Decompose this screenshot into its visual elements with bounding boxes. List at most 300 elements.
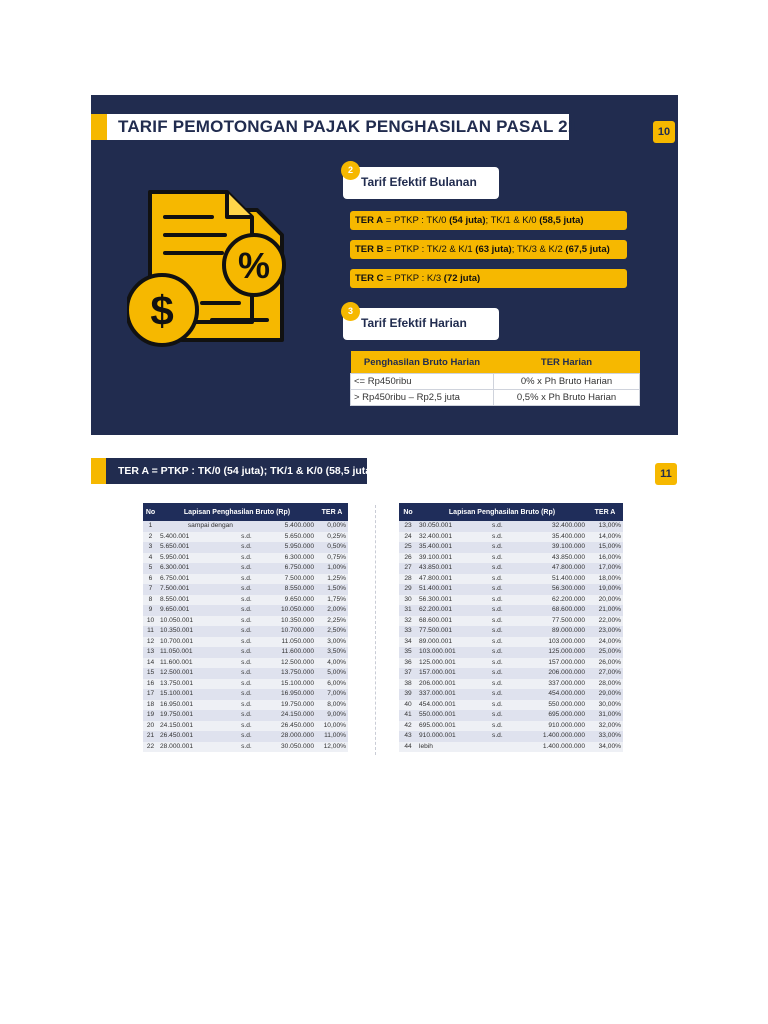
table-cell: 77.500.000 [510,616,587,627]
section-label: Tarif Efektif Bulanan [361,175,477,189]
table-cell: 6,00% [316,679,348,690]
ter-value: (58,5 juta) [539,215,584,226]
table-cell: 11 [143,626,158,637]
table-cell: 18,00% [587,574,623,585]
table-cell: 7,00% [316,689,348,700]
table-cell: 30 [399,595,417,606]
table-cell: 15,00% [587,542,623,553]
table-cell: 18 [143,700,158,711]
table-cell: 5 [143,563,158,574]
table-row [143,700,348,711]
header-lapisan: Lapisan Penghasilan Bruto (Rp) [417,503,587,521]
table-cell: 35.400.001 [417,542,485,553]
table-cell: 12,00% [316,742,348,753]
table-cell: 7 [143,584,158,595]
table-row [143,731,348,742]
table-cell: 5.650.000 [258,532,316,543]
table-cell: 56.300.000 [510,584,587,595]
table-cell: 20,00% [587,595,623,606]
table-cell: 9 [143,605,158,616]
table-cell: 2 [143,532,158,543]
table-cell: s.d. [485,710,510,721]
table-cell: 5.950.001 [158,553,235,564]
table-cell: 5.400.000 [258,521,316,532]
table-cell: 19.750.001 [158,710,235,721]
table-row [143,721,348,732]
table-cell: 37 [399,668,417,679]
slide-title: TER A = PTKP : TK/0 (54 juta); TK/1 & K/0 (58,5 juta) [118,465,375,477]
header-ter: TER A [587,503,623,521]
title-box [107,114,578,140]
table-cell: 27,00% [587,668,623,679]
table-cell: 14,00% [587,532,623,543]
ter-text: = PTKP : TK/0 [383,215,450,226]
table-row [143,542,348,553]
table-cell: s.d. [485,668,510,679]
table-cell: 35 [399,647,417,658]
table-cell: 51.400.001 [417,584,485,595]
table-cell: s.d. [485,521,510,532]
table-cell: 19,00% [587,584,623,595]
table-cell: 19 [143,710,158,721]
table-cell: 62.200.001 [417,605,485,616]
table-row [399,532,623,543]
table-cell: 42 [399,721,417,732]
header-no: No [399,503,417,521]
slide-title-bar [91,114,578,140]
table-cell: 0,25% [316,532,348,543]
table-row [143,689,348,700]
slide-title: TARIF PEMOTONGAN PAJAK PENGHASILAN PASAL 21 [118,117,578,136]
table-cell: 12 [143,637,158,648]
table-cell: 125.000.000 [510,647,587,658]
table-cell: 41 [399,710,417,721]
table-cell: 1.400.000.000 [510,731,587,742]
ter-label: TER A [355,215,384,226]
table-cell: 17 [143,689,158,700]
column-divider [375,505,377,755]
table-cell: 13 [143,647,158,658]
table-cell: 29 [399,584,417,595]
table-cell: 2,00% [316,605,348,616]
table-cell [485,742,510,753]
table-row [143,595,348,606]
table-cell: 8 [143,595,158,606]
table-cell: 125.000.001 [417,658,485,669]
table-cell: 0,5% x Ph Bruto Harian [494,390,640,406]
table-cell: 10.700.000 [258,626,316,637]
table-cell: 25,00% [587,647,623,658]
table-cell: 39.100.001 [417,553,485,564]
table-cell: 454.000.001 [417,700,485,711]
table-row [399,710,623,721]
table-cell: 3 [143,542,158,553]
table-cell: 20 [143,721,158,732]
table-cell: 24,00% [587,637,623,648]
table-row [143,616,348,627]
tax-document-icon [127,190,302,355]
table-cell: 0,50% [316,542,348,553]
table-cell: 39.100.000 [510,542,587,553]
ter-text: = PTKP : TK/2 & K/1 [383,244,476,255]
table-cell: 11.050.000 [258,637,316,648]
table-cell: 68.600.001 [417,616,485,627]
table-cell: s.d. [235,700,258,711]
table-cell: s.d. [485,553,510,564]
table-cell: 43.850.000 [510,553,587,564]
table-cell: s.d. [235,710,258,721]
table-cell: 35.400.000 [510,532,587,543]
table-cell: 51.400.000 [510,574,587,585]
title-accent [91,114,107,140]
table-cell: s.d. [235,731,258,742]
table-cell: 1.400.000.000 [510,742,587,753]
table-cell: 157.000.001 [417,668,485,679]
table-cell: 0,75% [316,553,348,564]
table-cell: 2,25% [316,616,348,627]
table-cell: 10.050.001 [158,616,235,627]
table-cell: 11.600.001 [158,658,235,669]
ter-value: (63 juta) [475,244,512,255]
table-cell: 31 [399,605,417,616]
ter-a-table-left [143,503,348,752]
table-row [399,668,623,679]
table-row [399,616,623,627]
table-cell: 23,00% [587,626,623,637]
table-cell: 9,00% [316,710,348,721]
table-cell: 32.400.001 [417,532,485,543]
table-cell: 39 [399,689,417,700]
table-cell: 15.100.001 [158,689,235,700]
table-row [143,647,348,658]
table-cell: s.d. [485,616,510,627]
table-cell: s.d. [485,689,510,700]
table-cell: 0% x Ph Bruto Harian [494,374,640,390]
table-cell: 5.400.001 [158,532,235,543]
table-cell: 6.750.001 [158,574,235,585]
table-cell: 21 [143,731,158,742]
page-number: 10 [653,121,675,143]
table-cell: 550.000.000 [510,700,587,711]
table-cell: 13.750.001 [158,679,235,690]
table-cell: 43.850.001 [417,563,485,574]
table-cell: 47.800.000 [510,563,587,574]
section-tarif-bulanan [343,167,499,199]
table-header: TER Harian [494,351,640,374]
table-cell: 23 [399,521,417,532]
table-cell: 32 [399,616,417,627]
table-cell: s.d. [235,542,258,553]
table-cell: s.d. [485,595,510,606]
table-cell: s.d. [235,658,258,669]
table-cell: 44 [399,742,417,753]
table-cell: 16 [143,679,158,690]
ter-text: = PTKP : K/3 [383,273,444,284]
table-cell: sampai dengan [158,521,235,532]
table-cell: 5,00% [316,668,348,679]
table-cell: 26.450.000 [258,721,316,732]
table-cell: 16.950.001 [158,700,235,711]
table-row [399,584,623,595]
table-row [399,574,623,585]
table-cell: s.d. [235,563,258,574]
section-label: Tarif Efektif Harian [361,316,467,330]
table-header: Penghasilan Bruto Harian [351,351,494,374]
table-cell: 910.000.001 [417,731,485,742]
table-row [399,679,623,690]
table-cell: s.d. [485,700,510,711]
table-cell: 7.500.000 [258,574,316,585]
table-cell: 12.500.001 [158,668,235,679]
table-row [351,374,640,390]
table-cell: 30.050.001 [417,521,485,532]
table-cell: 1,50% [316,584,348,595]
table-cell: 7.500.001 [158,584,235,595]
table-cell: 4 [143,553,158,564]
table-cell: s.d. [485,626,510,637]
table-cell: > Rp450ribu – Rp2,5 juta [351,390,494,406]
table-row [399,563,623,574]
table-row [143,658,348,669]
table-cell: 26,00% [587,658,623,669]
ter-a-row [350,211,627,230]
table-cell: 15 [143,668,158,679]
table-cell: 19.750.000 [258,700,316,711]
table-cell: 33 [399,626,417,637]
table-cell: 3,00% [316,637,348,648]
table-cell: s.d. [485,637,510,648]
table-cell: s.d. [235,668,258,679]
table-row [143,574,348,585]
table-cell: 6.750.000 [258,563,316,574]
table-cell: 77.500.001 [417,626,485,637]
table-cell: 10.350.000 [258,616,316,627]
table-cell: 13,00% [587,521,623,532]
table-cell: 1,00% [316,563,348,574]
table-row [143,710,348,721]
table-cell: 206.000.001 [417,679,485,690]
table-cell: s.d. [485,679,510,690]
table-cell: 36 [399,658,417,669]
svg-text:%: % [237,245,271,286]
slide-ter-a-table [91,455,678,775]
table-cell: 9.650.001 [158,605,235,616]
table-cell: 22,00% [587,616,623,627]
table-cell: 38 [399,679,417,690]
table-cell: 206.000.000 [510,668,587,679]
table-cell: 68.600.000 [510,605,587,616]
table-row [143,679,348,690]
table-cell: 10.700.001 [158,637,235,648]
ter-value: (54 juta) [449,215,486,226]
table-cell: 30.050.000 [258,742,316,753]
table-cell: 1,75% [316,595,348,606]
ter-a-table-right [399,503,623,752]
table-cell: 10 [143,616,158,627]
table-cell: 62.200.000 [510,595,587,606]
table-cell: 28.000.000 [258,731,316,742]
table-cell: 6 [143,574,158,585]
table-cell: 1,25% [316,574,348,585]
table-cell: s.d. [235,742,258,753]
table-row [399,626,623,637]
table-cell: s.d. [485,574,510,585]
table-cell: 10.350.001 [158,626,235,637]
table-cell: s.d. [485,532,510,543]
table-row [399,637,623,648]
title-box [106,458,375,484]
section-tarif-harian [343,308,499,340]
table-cell: s.d. [485,658,510,669]
svg-text:$: $ [150,287,174,334]
ter-harian-table [350,351,640,406]
header-lapisan: Lapisan Penghasilan Bruto (Rp) [158,503,316,521]
table-cell: s.d. [235,689,258,700]
table-cell: 24.150.001 [158,721,235,732]
table-cell: 8,00% [316,700,348,711]
table-cell: 103.000.000 [510,637,587,648]
table-row [399,658,623,669]
table-cell: s.d. [485,563,510,574]
table-cell: s.d. [235,679,258,690]
table-cell: 910.000.000 [510,721,587,732]
ter-label: TER C [355,273,384,284]
table-cell: 3,50% [316,647,348,658]
table-cell: 22 [143,742,158,753]
table-cell: 12.500.000 [258,658,316,669]
header-no: No [143,503,158,521]
table-cell: s.d. [485,605,510,616]
slide-tarif-pph21 [91,95,678,435]
step-number-3: 3 [341,302,360,321]
table-cell: 56.300.001 [417,595,485,606]
table-cell: 21,00% [587,605,623,616]
table-cell: 337.000.000 [510,679,587,690]
table-row [143,626,348,637]
table-cell: 31,00% [587,710,623,721]
table-cell: 16,00% [587,553,623,564]
table-cell: 47.800.001 [417,574,485,585]
ter-value: (72 juta) [443,273,481,284]
table-cell: 103.000.001 [417,647,485,658]
table-cell: 26.450.001 [158,731,235,742]
table-cell: s.d. [485,721,510,732]
table-row [399,553,623,564]
table-row [143,742,348,753]
table-cell: 6.300.000 [258,553,316,564]
table-cell: 550.000.001 [417,710,485,721]
table-cell: s.d. [235,532,258,543]
table-row [399,605,623,616]
table-cell: 695.000.001 [417,721,485,732]
table-cell: 26 [399,553,417,564]
table-cell: 0,00% [316,521,348,532]
table-cell: 157.000.000 [510,658,587,669]
table-row [143,584,348,595]
table-cell: 24 [399,532,417,543]
table-cell: s.d. [235,616,258,627]
table-cell: s.d. [235,647,258,658]
table-cell: lebih [417,742,485,753]
table-row [399,647,623,658]
table-cell: 8.550.000 [258,584,316,595]
table-row [399,700,623,711]
table-row [143,605,348,616]
table-row [399,731,623,742]
table-cell: 25 [399,542,417,553]
table-row [399,521,623,532]
ter-b-row [350,240,627,259]
table-cell: s.d. [235,626,258,637]
table-cell: 454.000.000 [510,689,587,700]
ter-value: (67,5 juta) [565,244,610,255]
table-cell: 13.750.000 [258,668,316,679]
table-cell: 17,00% [587,563,623,574]
table-cell: 29,00% [587,689,623,700]
table-cell: 11,00% [316,731,348,742]
table-cell: s.d. [235,595,258,606]
table-cell: s.d. [235,584,258,595]
table-cell: 6.300.001 [158,563,235,574]
table-cell: 28.000.001 [158,742,235,753]
table-cell: 34 [399,637,417,648]
table-cell: 27 [399,563,417,574]
table-cell: 8.550.001 [158,595,235,606]
table-cell: s.d. [235,574,258,585]
table-cell: 11.050.001 [158,647,235,658]
table-cell: 1 [143,521,158,532]
table-cell: 30,00% [587,700,623,711]
table-cell: 33,00% [587,731,623,742]
table-cell: 5.950.000 [258,542,316,553]
table-cell: 14 [143,658,158,669]
table-cell: 10.050.000 [258,605,316,616]
table-cell: s.d. [485,542,510,553]
table-cell: 10,00% [316,721,348,732]
table-row [143,532,348,543]
table-cell: 89.000.001 [417,637,485,648]
table-cell: 24.150.000 [258,710,316,721]
table-row [143,563,348,574]
table-cell: s.d. [485,647,510,658]
ter-text: ; TK/3 & K/2 [511,244,566,255]
table-cell: 695.000.000 [510,710,587,721]
table-cell: 43 [399,731,417,742]
table-cell: 5.650.001 [158,542,235,553]
table-cell: 28,00% [587,679,623,690]
table-cell: 16.950.000 [258,689,316,700]
title-accent [91,458,106,484]
table-row [351,390,640,406]
table-row [143,668,348,679]
table-row [399,689,623,700]
table-row [143,637,348,648]
table-row [399,721,623,732]
table-cell: 34,00% [587,742,623,753]
table-cell: s.d. [235,553,258,564]
table-cell: 32.400.000 [510,521,587,532]
table-cell: 32,00% [587,721,623,732]
table-row [399,742,623,753]
table-cell: <= Rp450ribu [351,374,494,390]
table-cell: s.d. [235,721,258,732]
table-row [399,542,623,553]
table-cell: 4,00% [316,658,348,669]
ter-label: TER B [355,244,384,255]
table-row [399,595,623,606]
table-cell: s.d. [485,731,510,742]
page-number: 11 [655,463,677,485]
